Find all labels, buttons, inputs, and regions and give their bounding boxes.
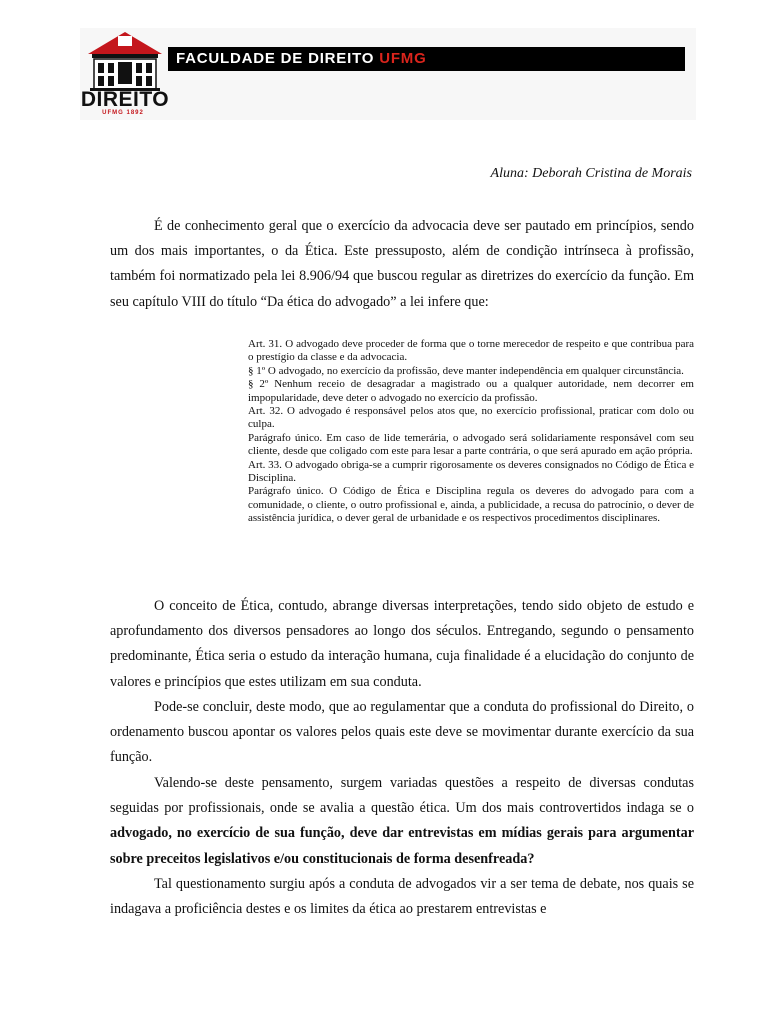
author-line: Aluna: Deborah Cristina de Morais: [490, 166, 692, 181]
question-paragraph: [110, 771, 694, 872]
logo-wordmark: DIREITO: [80, 88, 170, 111]
debate-paragraph: Tal questionamento surgiu após a conduta de advogados vir a ser tema de debate, nos quais se indagava a proficiência destes e os limites da ética ao prestarem entrevistas e: [110, 876, 694, 918]
quote-line: § 1º O advogado, no exercício da profissão, deve manter independência em qualquer circunstância.: [248, 364, 684, 377]
quote-line: § 2º Nenhum receio de desagradar a magistrado ou a qualquer autoridade, nem decorrer em impopularidade, deve deter o advogado no exercício da profissão.: [248, 378, 694, 404]
quote-line: Art. 33. O advogado obriga-se a cumprir rigorosamente os deveres consignados no Código de Ética e Disciplina.: [248, 458, 694, 485]
law-quote-block: [248, 338, 694, 526]
question-highlight: advogado, no exercício de sua função, deve dar entrevistas em mídias gerais para argumentar sobre preceitos legislativos e/ou constitucionais de forma desenfreada?: [110, 825, 694, 867]
faculty-title-bar: [168, 47, 685, 71]
intro-paragraph: É de conhecimento geral que o exercício da advocacia deve ser pautado em princípios, sendo um dos mais importantes, o da Ética. Este pressuposto, além de condição intrínseca à profissão, também foi normatizado pela lei 8.906/94 que buscou regular as diretrizes do exercício da função. Em seu capítulo VIII do título “Da ética do advogado” a lei infere que:: [110, 218, 694, 310]
quote-line: Parágrafo único. Em caso de lide temerária, o advogado será solidariamente responsável com seu cliente, desde que coligado com este para lesar a parte contrária, o que será apurado em ação própria.: [248, 431, 694, 458]
header-band: [80, 28, 696, 120]
ethics-concept-paragraph: O conceito de Ética, contudo, abrange diversas interpretações, tendo sido objeto de estudo e aprofundamento dos diversos pensadores ao longo dos séculos. Entregando, segundo o pensamento predominante, Ética seria o estudo da interação humana, cuja finalidade é a elucidação do conjunto de valores e princípios que estes utilizam em sua conduta.: [110, 598, 694, 690]
quote-line: Art. 32. O advogado é responsável pelos atos que, no exercício profissional, praticar com dolo ou culpa.: [248, 405, 694, 431]
logo-subtitle: UFMG 1892: [102, 110, 144, 116]
faculty-title: FACULDADE DE DIREITO: [176, 50, 380, 67]
conclusion-paragraph: Pode-se concluir, deste modo, que ao regulamentar que a conduta do profissional do Direito, o ordenamento buscou apontar os valores pelos quais este deve se movimentar durante exercício da sua função.: [110, 699, 694, 766]
faculty-title-accent: UFMG: [379, 50, 427, 67]
quote-line: Parágrafo único. O Código de Ética e Disciplina regula os deveres do advogado para com a comunidade, o cliente, o outro profissional e, ainda, a publicidade, a recusa do patrocínio, o dever de assistência jurídica, o dever geral de urbanidade e os respectivos procedimentos disciplinares.: [248, 485, 694, 525]
quote-line: Art. 31. O advogado deve proceder de forma que o torne merecedor de respeito e que contribua para o prestígio da classe e da advocacia.: [248, 338, 694, 364]
question-intro: Valendo-se deste pensamento, surgem variadas questões a respeito de diversas condutas seguidas por profissionais, onde se avalia a questão ética. Um dos mais controvertidos indaga se o: [110, 775, 694, 817]
